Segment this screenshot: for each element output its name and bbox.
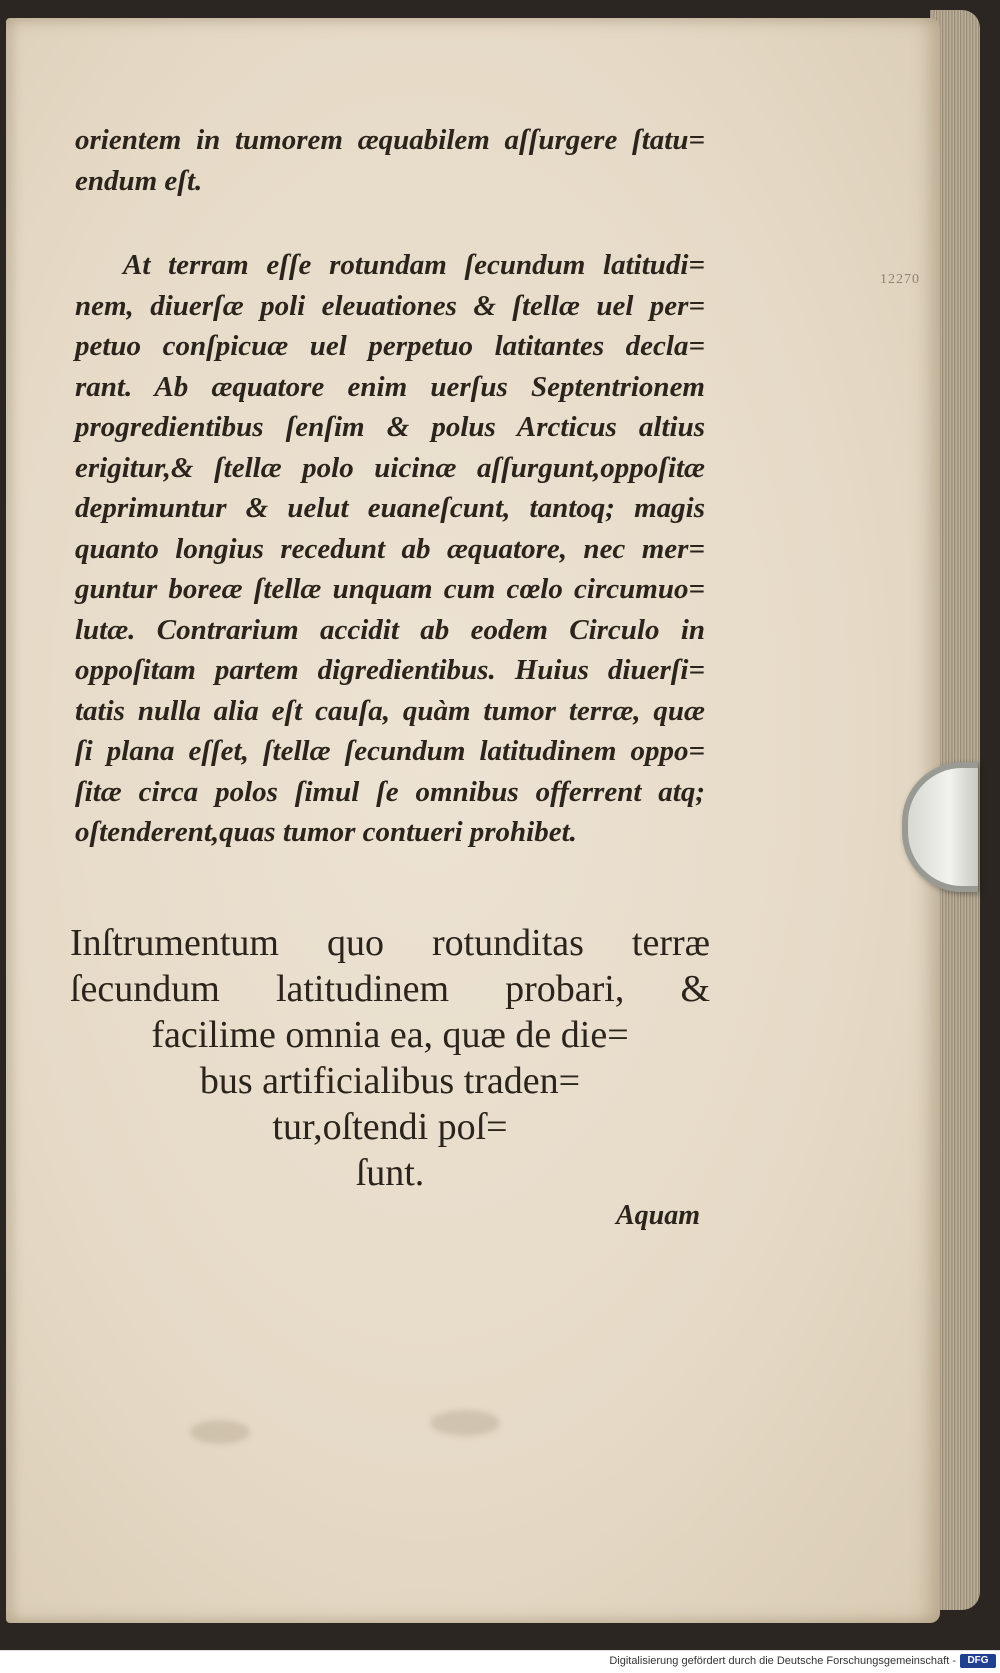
- stain: [430, 1410, 500, 1436]
- text-line: petuo conſpicuæ uel perpetuo latitantes decla=: [75, 330, 705, 362]
- heading-line: ſecundum latitudinem probari, &: [70, 968, 710, 1010]
- heading-line: Inſtrumentum quo rotunditas terræ: [70, 922, 710, 964]
- text-line: oppoſitam partem digredientibus. Huius diuerſi=: [75, 654, 705, 686]
- text-line: erigitur,& ſtellæ polo uicinæ aſſurgunt,oppoſitæ: [75, 451, 705, 484]
- stain: [190, 1420, 250, 1444]
- section-heading: [70, 920, 710, 1196]
- text-line: orientem in tumorem æquabilem aſſurgere ſtatu=: [75, 124, 705, 156]
- text-line: ſitæ circa polos ſimul ſe omnibus offerrent atq;: [75, 775, 705, 808]
- footer-credit: Digitalisierung gefördert durch die Deutsche Forschungsgemeinschaft -: [609, 1655, 956, 1667]
- text-line: deprimuntur & uelut euaneſcunt, tantoq; magis: [75, 492, 705, 524]
- margin-note: 12270: [880, 272, 920, 287]
- dfg-logo: DFG: [960, 1654, 996, 1668]
- body-text: [75, 120, 705, 853]
- heading-line: ſunt.: [355, 1152, 425, 1194]
- text-line: lutæ. Contrarium accidit ab eodem Circulo in: [75, 613, 705, 646]
- text-line: ſi plana eſſet, ſtellæ ſecundum latitudinem oppo=: [75, 735, 705, 767]
- text-line: rant. Ab æquatore enim uerſus Septentrionem: [75, 370, 705, 403]
- heading-line: facilime omnia ea, quæ de die=: [151, 1014, 629, 1056]
- heading-line: bus artificialibus traden=: [199, 1060, 581, 1102]
- text-line: progredientibus ſenſim & polus Arcticus altius: [75, 411, 705, 443]
- text-line: endum eſt.: [75, 164, 203, 197]
- text-line: At terram eſſe rotundam ſecundum latitudi=: [123, 249, 705, 281]
- text-line: guntur boreæ ſtellæ unquam cum cœlo circumuo=: [75, 573, 705, 605]
- text-line: oſtenderent,quas tumor contueri prohibet.: [75, 816, 577, 848]
- text-line: nem, diuerſæ poli eleuationes & ſtellæ uel per=: [75, 289, 705, 322]
- heading-line: tur,oſtendi poſ=: [272, 1106, 508, 1148]
- text-line: tatis nulla alia eſt cauſa, quàm tumor terræ, quæ: [75, 694, 705, 727]
- catchword: Aquam: [615, 1200, 700, 1231]
- text-line: quanto longius recedunt ab æquatore, nec mer=: [75, 532, 705, 565]
